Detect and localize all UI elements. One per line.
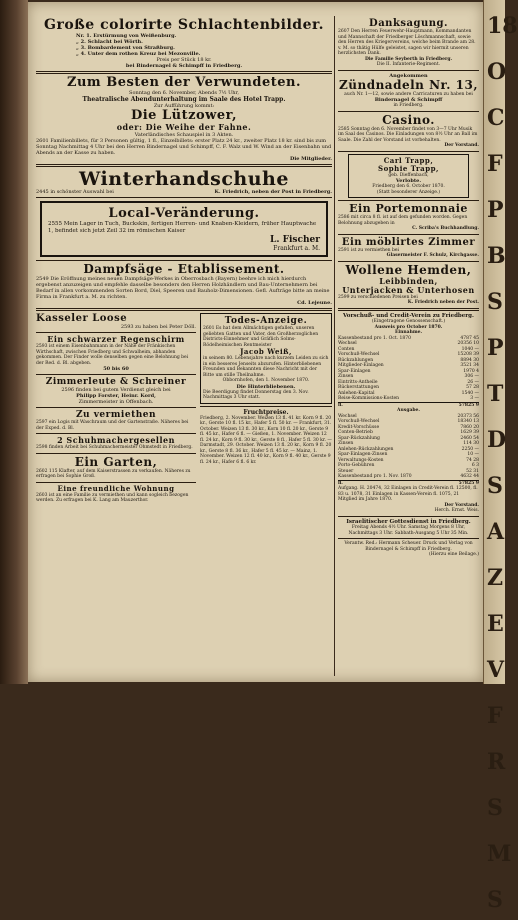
ad-matches-title: Zündnadeln Nr. 13,: [338, 77, 478, 92]
next-page-letter: E: [487, 611, 504, 637]
row-label: Spar-Einlagen: [338, 368, 371, 374]
row-kr: 39: [473, 430, 479, 435]
row-value: [460, 474, 479, 480]
engagement-place: Friedberg den 6. October 1870.: [372, 184, 445, 189]
row-label: Vorschuß-Wechsel: [338, 419, 380, 424]
ad-gloves-title: Winterhandschuhe: [79, 168, 289, 190]
death-notice-text: 2601 Es hat dem Allmächtigen gefallen, unseren geliebten Gatten und Vater, den Großherzoglichen Districts-Einnehmer und Gräflich Solms-Rödelheimischen Rentmeister: [203, 326, 319, 348]
divider: [338, 151, 479, 152]
death-notice-name: Jacob Weiß,: [240, 347, 292, 356]
divider: [36, 164, 332, 167]
ad-gloves-text: 2445 in schönster Auswahl bei: [36, 189, 114, 195]
row-label: Conten: [338, 346, 355, 352]
ad-purse-title: Ein Portemonnaie: [349, 202, 468, 215]
row-fl: 114: [463, 441, 472, 446]
imprint: Verantw. Red.: Hermann Scheuer. Druck und Verlag von Bindernagel & Schimpff in Friedberg.: [344, 541, 473, 552]
total-fl: 57825: [458, 402, 475, 408]
bank-note: Aufgang. H. 20474, 32 Einlagen in Credit-Verein fl. 12500, fl. 83 u. 1078, 31 Einlagen in Kassen-Verein fl. 1075, 21 Mitglied im Jahre 1870.: [338, 486, 478, 502]
row-kr: —: [474, 374, 479, 379]
engagement-maiden-name: geb. Dieffenbach,: [388, 172, 429, 178]
row-fl: 1970: [463, 368, 475, 374]
next-page-letter: S: [487, 795, 503, 821]
left-column: [36, 18, 332, 504]
row-fl: 10: [467, 452, 474, 457]
divider: [36, 260, 332, 261]
divider: [36, 197, 332, 198]
lower-left-ads: [36, 313, 196, 504]
row-fl: 57: [466, 385, 472, 390]
next-page-letter: Z: [487, 565, 504, 591]
row-fl: 20373: [457, 413, 472, 419]
row-kr: 56: [473, 413, 479, 419]
bank-income-table: [338, 336, 479, 402]
row-fl: 4787: [460, 335, 472, 341]
divider: [338, 516, 479, 517]
row-fl: 18340: [457, 419, 472, 424]
bank-expense-title: Ausgabe.: [397, 408, 420, 413]
row-fl: 7860: [460, 424, 472, 430]
list-item: „ 2. Schlacht bei Wörth.: [76, 39, 143, 45]
ad-umbrella-title: Ein schwarzer Regenschirm: [47, 334, 185, 344]
row-label: Porto-Gebühren: [338, 463, 375, 468]
divider: [36, 332, 196, 333]
ad-casino-title: Casino.: [382, 112, 435, 127]
row-kr: —: [474, 452, 479, 457]
next-page-letter: M: [487, 841, 512, 867]
ad-thanks-title: Danksagung.: [369, 18, 448, 29]
book-spine: [0, 0, 28, 684]
ad-purse-text: 2586 mit circa 8 fl. ist auf dem gefunden worden. Gegen Belohnung abzugeben in: [338, 215, 468, 226]
row-fl: 6: [471, 463, 475, 468]
ad-wounded-event: Theatralische Abendunterhaltung im Saale des Hotel Trapp.: [82, 96, 286, 103]
church-title: Israelitischer Gottesdienst in Friedberg.: [346, 518, 471, 525]
row-kr: 54: [473, 435, 479, 441]
row-fl: 26: [467, 379, 474, 385]
row-label: Reise-Kommissions-Kosten: [338, 396, 400, 401]
row-fl: 52: [466, 468, 472, 474]
ad-matches-city: in Friedberg.: [393, 103, 424, 108]
divider: [338, 234, 479, 235]
ad-rent-title: Zu vermiethen: [75, 410, 157, 420]
next-page-letter: S: [487, 289, 503, 315]
ad-garden-text: 2602 115 Klafter, auf dem Kaiserstrassen zu verkaufen. Näheres zu erfragen bei Sophie Groß.: [36, 468, 191, 479]
ad-shoemakers-text: 2598 finden Arbeit bei Schuhmachermeister Ohmstedt in Friedberg.: [36, 445, 193, 450]
ad-sawmill-signature: Cd. Lejeune.: [297, 300, 332, 306]
ad-shirts-subtitle-2: Unterjacken & Unterhosen: [342, 284, 475, 295]
row-kr: 39: [473, 352, 479, 357]
divider: [338, 70, 479, 71]
next-page-letter: A: [487, 519, 505, 545]
ad-shirts-seller: K. Friedrich neben der Post.: [407, 300, 479, 305]
divider: [338, 538, 479, 539]
row-value: [470, 396, 479, 402]
next-page-letter: V: [487, 657, 505, 683]
total-value: [459, 403, 479, 409]
next-page-letter: P: [487, 197, 504, 223]
next-page-letter: F: [487, 703, 503, 729]
engagement-name-1: Carl Trapp,: [383, 155, 434, 165]
grain-prices-text: Friedberg, 2. November. Weizen 13 fl. 41 kr. Korn 9 fl. 20 kr., Gerste 10 fl. 15 kr., Hafer 5 fl. 50 kr. — Frankfurt, 31. October. Weizen 13 fl. 30 kr., Korn 10 fl. 20 kr., Gerste 9 fl. 45 kr., Hafer 6 fl. — Gießen, 1. November. Weizen 12 fl. 24 kr., Korn 9 fl. 30 kr., Gerste 8 fl., Hafer 5 fl. 30 kr. — Darmstadt, 29. October. Weizen 13 fl. 20 kr., Korn 9 fl. 20 kr., Gerste 8 fl. 36 kr., Hafer 5 fl. 45 kr. — Mainz, 1. November. Weizen 12 fl. 40 kr., Korn 9 fl. 40 kr., Gerste 9 fl. 24 kr., Hafer 6 fl. 6 kr.: [200, 415, 332, 465]
row-kr: —: [474, 390, 479, 396]
row-label: Anlehen-Rückzahlungen: [338, 446, 394, 452]
bank-expense-table: [338, 414, 479, 480]
death-notice-funeral: Die Beerdigung findet Donnerstag den 3. Nov. Nachmittags 3 Uhr statt.: [203, 389, 309, 400]
ad-relocation-title: Local-Veränderung.: [108, 206, 260, 221]
engagement-label: Verlobte.: [395, 178, 422, 184]
row-label: Spar-Rückzahlung: [338, 435, 380, 441]
total-kr: 9: [475, 402, 479, 408]
newspaper-page: [28, 2, 483, 682]
row-fl: 2250: [461, 446, 474, 452]
next-page-letter: F: [487, 151, 503, 177]
row-kr: 28: [473, 385, 479, 390]
ad-apartment-title: Eine freundliche Wohnung: [57, 483, 175, 493]
ad-lottery-text: 2593 zu haben bei Peter Döll.: [120, 324, 196, 330]
ad-relocation-text: 2555 Mein Lager in Tuch, Buckskin, fertigen Herren- und Knaben-Kleidern, früher Hauptwache 1, befindet sich jetzt Zeil 32 im römischen Kaiser: [48, 221, 317, 234]
row-label: Verwaltungs-Kosten: [338, 457, 384, 463]
row-label: Anlehen-Kapital: [338, 390, 375, 396]
next-page-letter: S: [487, 473, 503, 499]
ad-wounded-program-label: Zur Aufführung kommt:: [153, 103, 215, 109]
row-label: Kassenbestand pro 1. Oct. 1870: [338, 335, 412, 341]
next-page-letter: S: [487, 887, 503, 913]
row-kr: —: [474, 396, 479, 401]
ad-room-text: 2591 ist zu vermiethen bei: [338, 247, 399, 253]
divider: [36, 71, 332, 74]
row-kr: 30: [473, 441, 479, 446]
next-page-edge: [483, 0, 518, 913]
row-label: Spar-Einlagen-Zinsen: [338, 452, 388, 457]
row-label: Zinsen: [338, 374, 354, 379]
ad-wounded-title: Zum Besten der Verwundeten.: [66, 75, 301, 90]
column-divider: [334, 16, 335, 676]
row-fl: 74: [466, 457, 472, 463]
row-fl: 1629: [460, 430, 472, 435]
row-kr: 20: [473, 424, 479, 430]
divider: [36, 453, 196, 454]
ad-shirts-title: Wollene Hemden,: [345, 262, 472, 277]
row-kr: 10: [473, 341, 479, 346]
row-label: Rückerstattungen: [338, 385, 380, 390]
row-label: Rückzahlungen: [338, 357, 374, 363]
ad-wounded-play-subtitle: oder: Die Weihe der Fahne.: [116, 122, 252, 132]
row-kr: 30: [473, 357, 479, 363]
ad-casino-signature: Der Vorstand.: [444, 143, 479, 148]
row-kr: 28: [473, 457, 479, 463]
ad-battle-pictures-price: Preis per Stück 18 kr.: [156, 57, 212, 63]
ad-shoemakers-title: 2 Schuhmachergesellen: [57, 435, 175, 445]
death-notice-title: Todes-Anzeige.: [224, 316, 308, 326]
ad-lottery-title: Kasseler Loose: [36, 313, 128, 324]
grain-prices-title: Fruchtpreise.: [243, 408, 289, 416]
row-label: Mitglieder-Einlagen: [338, 363, 384, 368]
ad-wounded-play-genre: Vaterländisches Schauspiel in 3 Akten.: [134, 132, 234, 138]
bank-income-title: Einnahme.: [394, 330, 423, 335]
total-label: fl.: [338, 480, 343, 486]
next-page-letters: [484, 6, 518, 920]
engagement-name-2: Sophie Trapp,: [378, 163, 439, 173]
imprint-note: (Hierzu eine Beilage.): [429, 552, 479, 557]
row-label: Kassenbestand pro 1. Nov. 1870: [338, 474, 412, 479]
ad-wounded-date: Sonntag den 6. November, Abends 7½ Uhr,: [129, 90, 239, 96]
bank-report-month: Ausweis pro October 1870.: [374, 324, 443, 330]
bank-names: Herch. Ernst. Weis.: [434, 508, 479, 513]
row-fl: 1540: [461, 390, 474, 396]
ad-wounded-play-title: Die Lützower,: [130, 108, 238, 123]
ad-casino-text: 2585 Sonntag den 6. November findet von 3—7 Uhr Musik im Saal des Casinos. Die Einladungen von 8½ Uhr an Ball im Saale. Die Zahl der Vorstand ist vorbehalten.: [338, 126, 478, 143]
total-kr: 9: [475, 480, 479, 486]
ad-garden-title: Ein Garten,: [74, 454, 158, 469]
divider: [36, 482, 196, 483]
ad-wounded-signature: Die Mitglieder.: [290, 156, 332, 162]
row-fl: 3: [470, 396, 474, 401]
divider: [338, 111, 479, 112]
ad-battle-pictures-seller: bei Bindernagel & Schimpff in Friedberg.: [125, 63, 243, 69]
row-fl: 8894: [460, 357, 472, 363]
ad-rent-text: 2597 ein Logis mit Waschraum und der Gartenstraße. Näheres bei der Exped. d. Bl.: [36, 420, 189, 431]
lower-right-ads: [200, 313, 332, 504]
next-page-letter: R: [487, 749, 506, 775]
ad-purse-seller: C. Scriba's Buchhandlung.: [412, 226, 479, 231]
ad-relocation-signature: L. Fischer: [270, 235, 320, 245]
divider: [338, 200, 479, 201]
divider: [338, 261, 479, 262]
ad-thanks-signature: Die Familie Seyberth in Friedberg.: [364, 56, 453, 62]
next-page-letter: T: [487, 381, 504, 407]
ad-room-seller: Glasermeister F. Schulz, Kirchgasse.: [386, 253, 479, 258]
ad-battle-pictures-list: [36, 33, 332, 57]
divider: [36, 433, 196, 434]
ad-carpenters-city: Zimmermeister in Offenbach.: [78, 399, 154, 405]
death-notice-signature: Die Hinterbliebenen.: [236, 383, 296, 390]
row-kr: 3: [476, 463, 479, 468]
divider: [338, 308, 479, 311]
row-label: Steuer: [338, 468, 354, 474]
row-kr: 34: [473, 363, 479, 368]
ad-gloves-seller: K. Friedrich, neben der Post in Friedberg.: [214, 189, 332, 195]
lower-section: [36, 313, 332, 504]
total-fl: 57825: [458, 480, 475, 486]
row-label: Eintritts-Antheile: [338, 379, 378, 385]
ad-umbrella-note: 50 bis 60: [103, 366, 129, 372]
ad-carpenters-signature: Philipp Forster, Heinr. Kord,: [76, 393, 156, 399]
row-label: Conten-Betrieb: [338, 430, 373, 435]
ad-thanks-signature-2: Die II. Infanterie-Regiment.: [376, 62, 441, 67]
death-notice-place: Obbornhofen, den 1. November 1870.: [222, 378, 310, 383]
ad-shirts-subtitle-1: Leibbinden,: [379, 275, 438, 286]
ad-relocation-box: [40, 201, 328, 257]
ad-matches-seller: Bindernagel & Schimpff: [374, 97, 443, 103]
ad-shirts-text: 2599 zu verschiedenen Preisen bei: [338, 294, 418, 300]
right-column: [338, 18, 479, 558]
row-fl: 2460: [460, 435, 472, 441]
ad-apartment-text: 2603 ist an eine Familie zu vermiethen und kann sogleich bezogen werden. Zu erfragen bei K. Lang am Mauzerthor.: [36, 492, 189, 503]
row-fl: 3521: [460, 363, 472, 368]
list-item: „ 3. Bombardement von Straßburg.: [76, 45, 175, 51]
next-page-letter: 18: [487, 13, 518, 39]
ad-carpenters-text: 2596 finden bei gutem Verdienst gleich bei: [61, 387, 171, 393]
arrived-label: Angekommen: [389, 72, 428, 79]
divider: [200, 406, 332, 407]
row-kr: —: [474, 446, 479, 452]
row-kr: 45: [473, 335, 479, 341]
row-label: Vorschuß-Wechsel: [338, 352, 380, 357]
row-fl: 306: [464, 374, 474, 379]
death-notice-text-2: in seinem 80. Lebensjahre nach kurzem Leiden zu sich in ein besseres Jenseits abzurufen. Hinterbliebenen Freunden und Bekannten diese Nachricht mit der Bitte um stille Theilnahme.: [203, 356, 329, 378]
row-label: Wechsel: [338, 413, 357, 419]
row-fl: 20356: [457, 341, 472, 346]
ad-battle-pictures-title: Große colorirte Schlachtenbilder.: [44, 17, 324, 33]
row-kr: —: [474, 379, 479, 385]
next-page-letter: P: [487, 335, 504, 361]
divider: [36, 407, 196, 408]
next-page-letter: B: [487, 243, 506, 269]
list-item: „ 4. Unter dem rothen Kreuz bei Mezonville.: [76, 51, 201, 57]
row-kr: 31: [473, 468, 479, 474]
ad-umbrella-text: 2593 ist einem Eisenbahnmann in der Nähe der Fränkischen Wirthschaft, zwischen Friedberg und Schwalheim, abhanden gekommen. Der Finder wolle denselben gegen eine Belohnung bei der Red. d. Bl. abgeben.: [36, 344, 189, 366]
row-label: Zinsen: [338, 441, 354, 446]
next-page-letter: D: [487, 427, 507, 453]
total-label: fl.: [338, 402, 343, 408]
ad-thanks-text: 2607 Den Herren Feuerwehr-Hauptmann, Kommandanten und Mannschaft der Friedberger Löschmannschaft, sowie den Herren des Kriegervereins, welche beim Brande am 28. v. M. so thätig Hülfe geleistet, sagen wir hiermit unseren herzlichsten Dank.: [338, 29, 476, 56]
divider: [36, 308, 332, 311]
ad-matches-text: auch Nr. 1—12, sowie andere Carricaturen zu haben bei: [344, 91, 473, 97]
ad-relocation-city: Frankfurt a. M.: [273, 245, 320, 252]
ad-room-title: Ein möblirtes Zimmer: [341, 236, 476, 248]
death-notice-box: [200, 313, 332, 404]
church-text: Freitag Abends 4½ Uhr. Samstag Morgens 8 Uhr, Nachmittags 3 Uhr. Sabbath-Ausgang 5 Uhr 35 Min.: [348, 525, 469, 536]
ad-sawmill-text: 2549 Die Eröffnung meines neuen Dampfsäge-Werkes in Oberrosbach (Bayern) beehre ich mich hierdurch ergebenst anzuzeigen und empfehle dasselbe besonders den Herren Holzhändlern und Bau-Unternehmern bei Bedarf in allen vorkommenden Sorten Bord, Diel, Speeren und Bauholz-Dimensionen. Gefl. Aufträge bitte an meine Firma in Frankfurt a. M. zu richten.: [36, 276, 330, 300]
next-page-letter: O: [487, 59, 507, 85]
row-fl: 15208: [457, 352, 472, 357]
row-fl: 4632: [460, 474, 472, 479]
row-kr: 4: [476, 368, 479, 374]
ad-carpenters-title: Zimmerleute & Schreiner: [45, 377, 187, 387]
row-kr: 44: [473, 474, 479, 479]
next-page-letter: C: [487, 105, 505, 131]
divider: [36, 374, 196, 375]
bank-subtitle: (Eingetragene Genossenschaft.): [371, 319, 446, 324]
row-label: Kredit-Vorschüsse: [338, 424, 380, 430]
engagement-box: [348, 154, 469, 199]
list-item: Nr. 1. Erstürmung von Weißenburg.: [76, 33, 177, 39]
ad-wounded-text: 2601 Familienbillets, für 3 Personen gültig, 1 fl., Einzelbillets: erster Platz 24 kr., zweiter Platz 18 kr. sind bis zum Sonntag Nachmittag 4 Uhr bei den Herren Bindernagel und Schimpff, C. F. Walz und W. Wind an der Eisenbahn und Abends an der Kasse zu haben.: [36, 138, 332, 156]
row-kr: —: [474, 346, 479, 352]
bank-title: Vorschuß- und Credit-Verein zu Friedberg.: [343, 312, 474, 319]
row-fl: 1040: [461, 346, 474, 352]
ad-sawmill-title: Dampfsäge - Etablissement.: [83, 262, 285, 276]
bank-signature: Der Vorstand.: [444, 502, 479, 508]
row-kr: 13: [473, 419, 479, 424]
engagement-note: (Statt besonderer Anzeige.): [376, 189, 441, 195]
row-label: Wechsel: [338, 341, 357, 346]
